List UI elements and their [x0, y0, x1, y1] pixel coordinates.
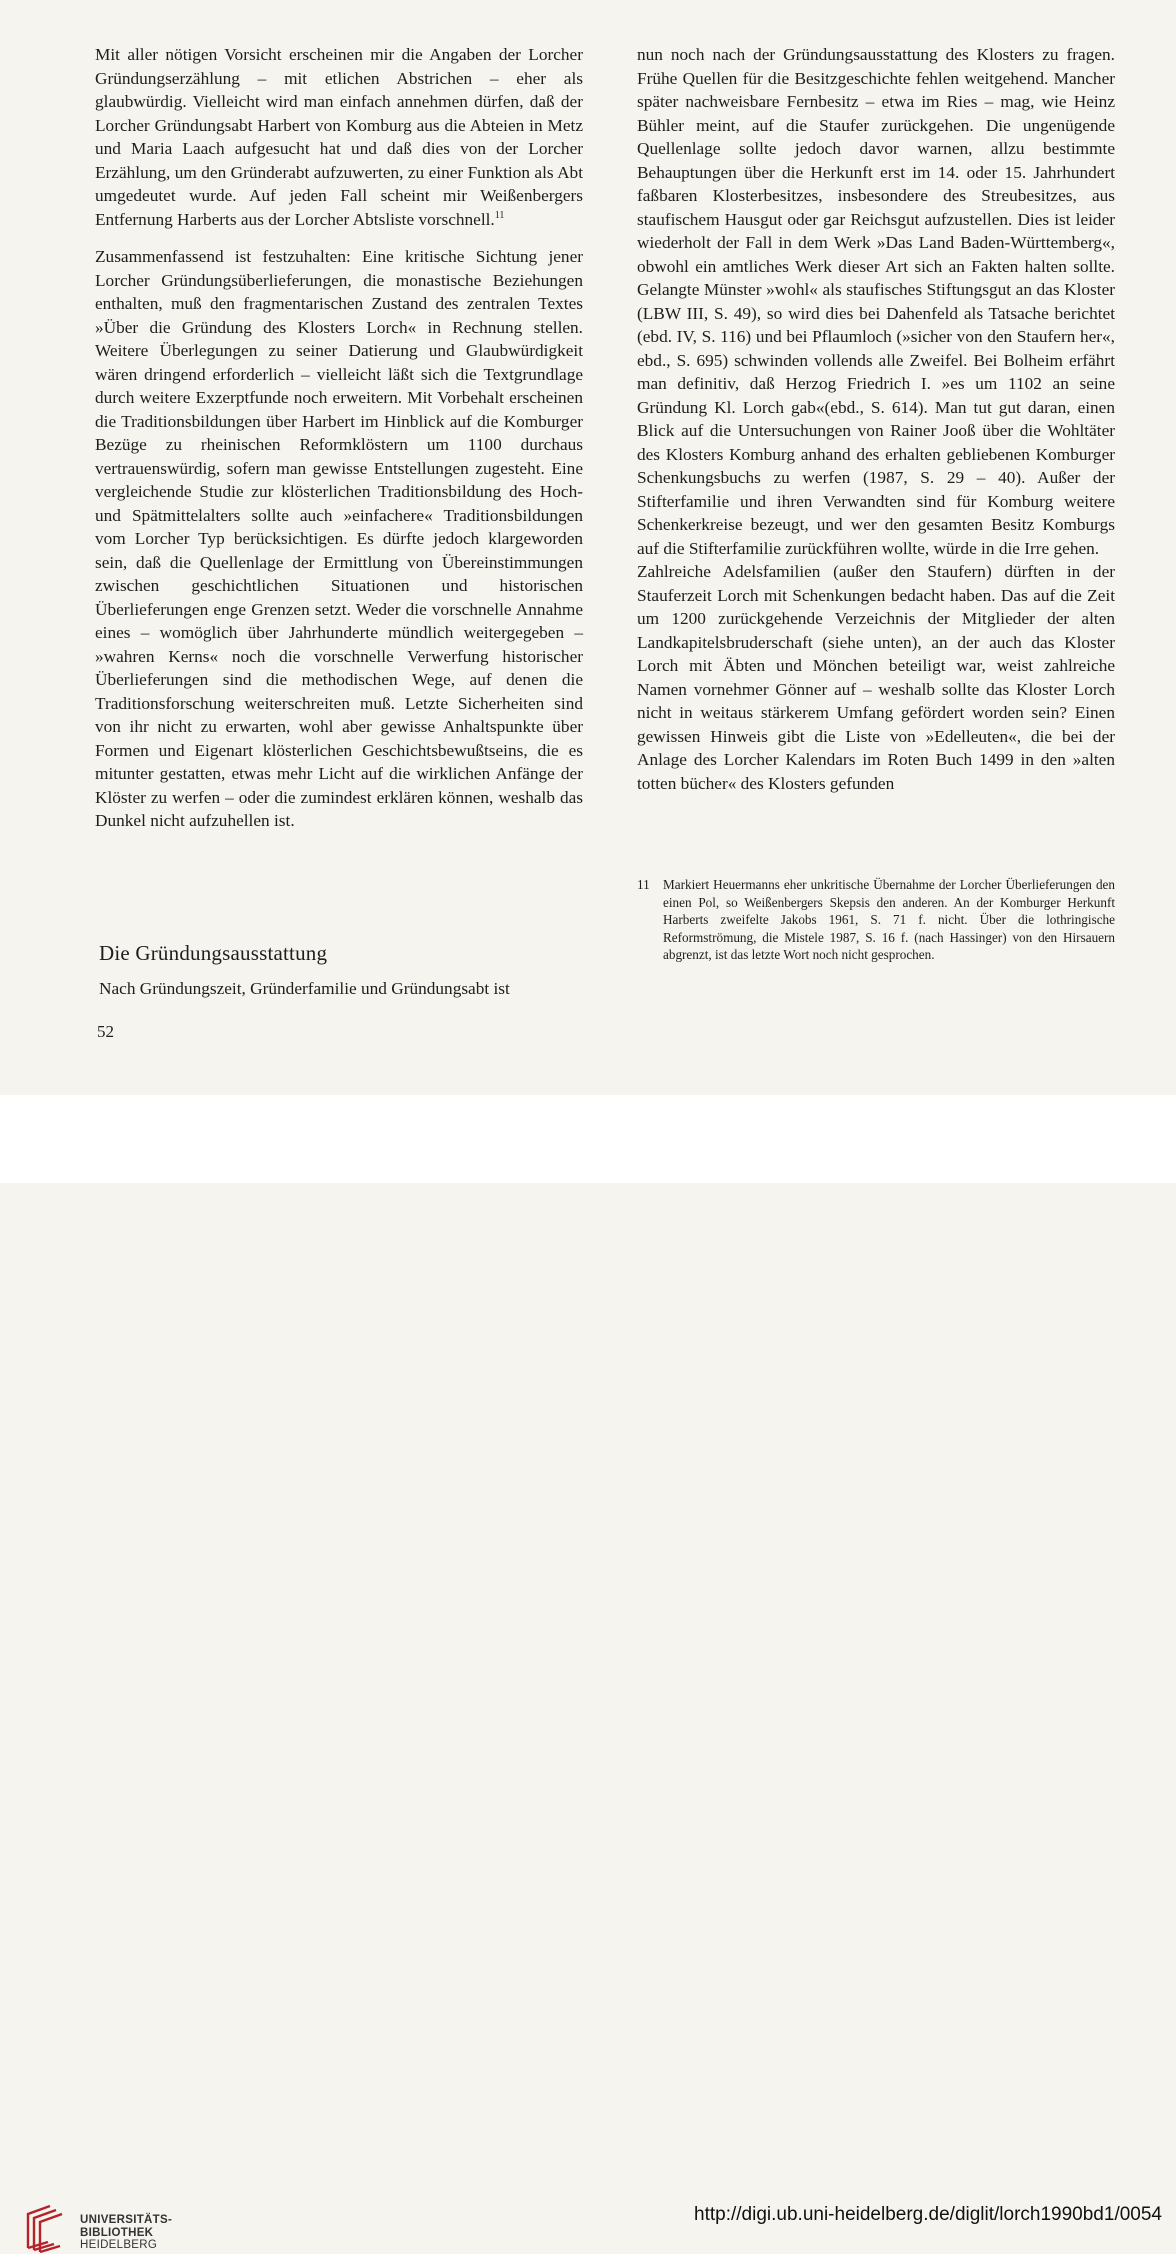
paragraph [95, 43, 583, 231]
library-name-line: UNIVERSITÄTS- [80, 2214, 173, 2226]
footnote [637, 876, 1115, 964]
paragraph-text: Mit aller nötigen Vorsicht erscheinen mir die Angaben der Lorcher Gründungserzählung – mit etlichen Abstrichen – eher als glaubwürdig. Vielleicht wird man einfach annehmen dürfen, daß der Lorcher Gründungsabt Harbert von Komburg aus die Abteien in Metz und Maria Laach aufgesucht hat und daß dies von der Lorcher Erzählung, um den Gründerabt aufzuwerten, zu einer Funktion als Abt umgedeutet wurde. Auf jeden Fall scheint mir Weißenbergers Entfernung Harberts aus der Lorcher Abtsliste vorschnell. [95, 45, 583, 229]
library-name [80, 2214, 172, 2252]
page-number: 52 [97, 1022, 114, 1041]
library-logo-icon[interactable] [22, 2202, 70, 2254]
viewer-footer [0, 1095, 1176, 2251]
paragraph: nun noch nach der Gründungsausstattung des Klosters zu fragen. Frühe Quellen für die Besitzgeschichte fehlen weitgehend. Mancher später nachweisbare Fernbesitz – etwa im Ries – mag, wie Heinz Bühler meint, auf die Staufer zurückgehen. Die ungenügende Quellenlage sollte jedoch davor warnen, allzu bestimmte Behauptungen über die Herkunft erst im 14. oder 15. Jahrhundert faßbaren Klosterbesitzes, insbesondere des Streubesitzes, aus staufischem Hausgut oder gar Reichsgut aufzustellen. Dies ist leider wiederholt der Fall in dem Werk »Das Land Baden-Württemberg«, obwohl ein amtliches Werk dieser Art sich an Fakten halten sollte. Gelangte Münster »wohl« als staufisches Stiftungsgut an das Kloster (LBW III, S. 49), so wird dies bei Dahenfeld als Tatsache berichtet (ebd. IV, S. 116) und bei Pflaumloch (»sicher von den Staufern her«, ebd., S. 695) schwinden vollends alle Zweifel. Bei Bolheim erfährt man definitiv, daß Herzog Friedrich I. »es um 1102 an seine Gründung Kl. Lorch gab«(ebd., S. 614). Man tut gut daran, einen Blick auf die Untersuchungen von Rainer Jooß über die Wohltäter des Klosters Komburg anhand des erhalten gebliebenen Komburger Schenkungsbuchs zu werfen (1987, S. 29 – 40). Außer der Stifterfamilie und ihren Verwandten sind für Komburg weitere Schenkerkreise bezeugt, und wer den gesamten Besitz Komburgs auf die Stifterfamilie zurückführen wollte, würde in die Irre gehen. [637, 45, 1115, 558]
footnote-reference[interactable]: 11 [494, 209, 505, 221]
library-name-line: BIBLIOTHEK [80, 2226, 154, 2239]
section-heading: Die Gründungsausstattung [99, 941, 328, 965]
right-column [637, 43, 1115, 795]
footnote-text: Markiert Heuermanns eher unkritische Übernahme der Lorcher Überlieferungen den einen Pol, so Weißenbergers Skepsis den anderen. An der Komburger Herkunft Harberts zweifelte Jakobs 1961, S. 71 f. nicht. Über die lothringische Reformströmung, die Mistele 1987, S. 16 f. (nach Hassinger) von den Hirsauern abgrenzt, ist das letzte Wort noch nicht gesprochen. [663, 877, 1115, 963]
paragraph: Zahlreiche Adelsfamilien (außer den Staufern) dürften in der Stauferzeit Lorch mit Schenkungen bedacht haben. Das auf die Zeit um 1200 zurückgehende Verzeichnis der Mitglieder der alten Landkapitelsbruderschaft (siehe unten), an der auch das Kloster Lorch mit Äbten und Mönchen beteiligt war, weist zahlreiche Namen vornehmer Gönner auf – weshalb sollte das Kloster Lorch nicht in weitaus stärkerem Umfang gefördert worden sein? Einen gewissen Hinweis gibt die Liste von »Edelleuten«, die bei der Anlage des Lorcher Kalendars im Roten Buch 1499 in den »alten totten bücher« des Klosters gefunden [637, 562, 1115, 793]
footnote-number: 11 [637, 877, 650, 892]
paragraph: Zusammenfassend ist festzuhalten: Eine kritische Sichtung jener Lorcher Gründungsüberlieferungen, die monastische Beziehungen enthalten, muß den fragmentarischen Zustand des zentralen Textes »Über die Gründung des Klosters Lorch« in Rechnung stellen. Weitere Überlegungen zu seiner Datierung und Glaubwürdigkeit wären dringend erforderlich – vielleicht läßt sich die Textgrundlage durch weitere Exzerptfunde noch erweitern. Mit Vorbehalt erscheinen die Traditionsbildungen über Harbert im Hinblick auf die Komburger Bezüge zu rheinischen Reformklöstern um 1100 durchaus vertrauenswürdig, sofern man gewisse Entstellungen zugesteht. Eine vergleichende Studie zur klösterlichen Traditionsbildung des Hoch- und Spätmittelalters sollte auch »einfachere« Traditionsbildungen vom Lorcher Typ berücksichtigen. Es dürfte jedoch klargeworden sein, daß die Quellenlage der Ermittlung von Übereinstimmungen zwischen geschichtlichen Situationen und historischen Überlieferungen enge Grenzen setzt. Weder die vorschnelle Annahme eines – womöglich über Jahrhunderte mündlich weitergegeben – »wahren Kerns« noch die vorschnelle Verwerfung historischer Überlieferungen sind die methodischen Wege, auf denen die Traditionsforschung weiterschreiten muß. Letzte Sicherheiten sind von ihr nicht zu erwarten, wohl aber gewisse Anhaltspunkte über Formen und Eigenart klösterlichen Geschichtsbewußtseins, die es mitunter gestatten, etwas mehr Licht auf die wirklichen Anfänge der Klöster zu werfen – oder die zumindest erklären können, weshalb das Dunkel nicht aufzuhellen ist. [95, 247, 583, 830]
scanned-page [0, 0, 1176, 1095]
permalink-url[interactable]: http://digi.ub.uni-heidelberg.de/diglit/lorch1990bd1/0054 [694, 2204, 1162, 2225]
library-name-line: HEIDELBERG [80, 2239, 158, 2251]
section-first-line: Nach Gründungszeit, Gründerfamilie und Gründungsabt ist [99, 979, 510, 998]
left-column [95, 43, 583, 833]
